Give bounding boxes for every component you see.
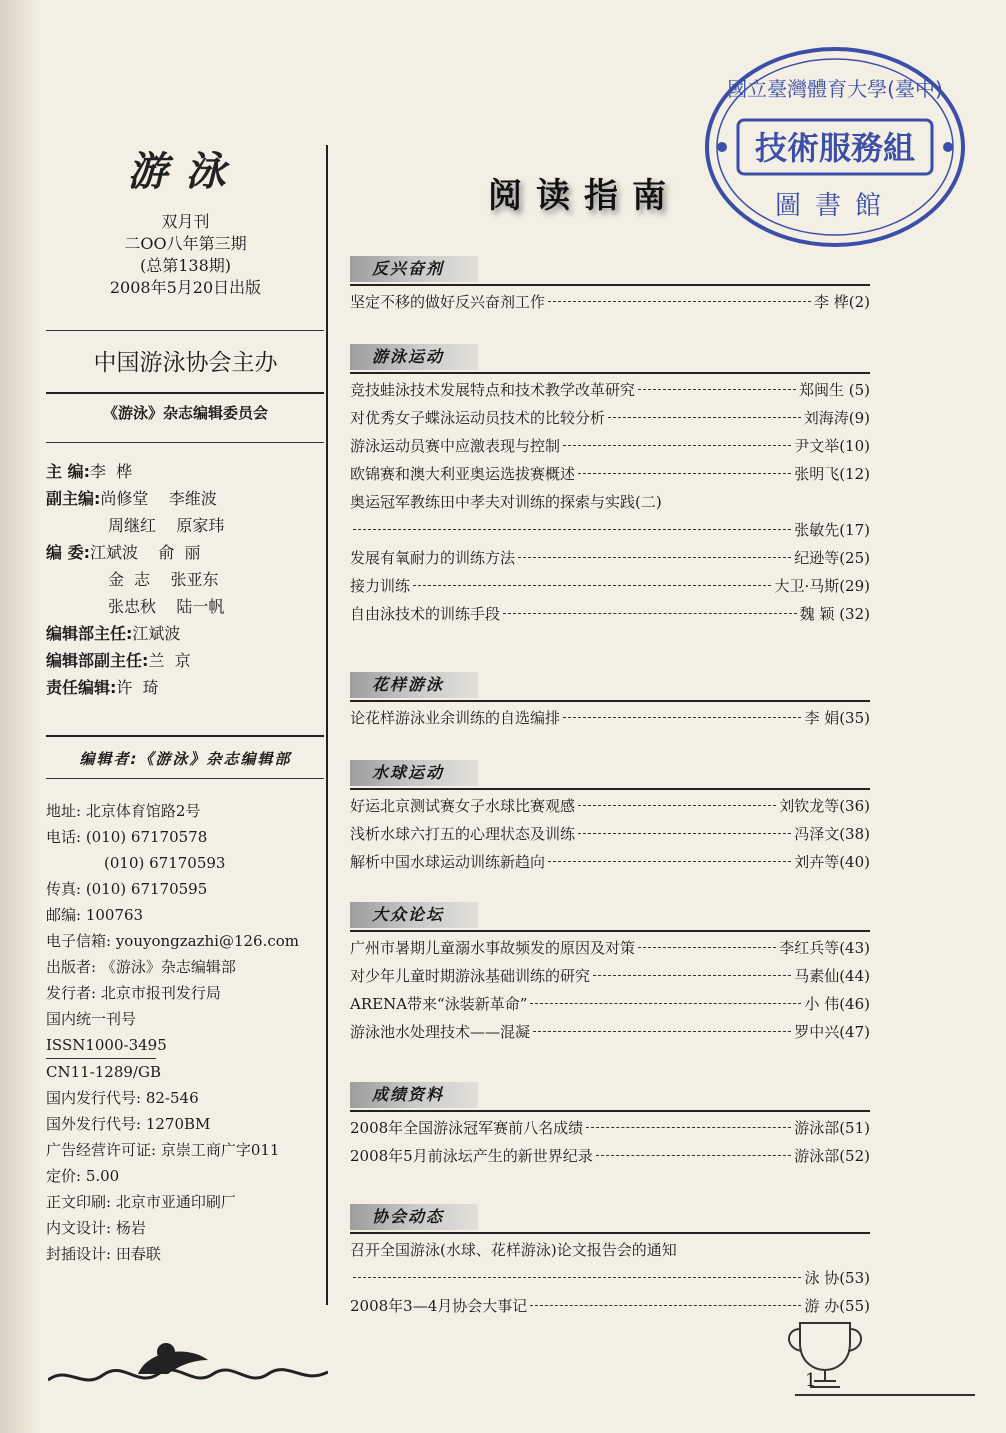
dot-leader xyxy=(530,1003,801,1004)
toc-entry[interactable] xyxy=(350,516,870,544)
editorial-board: 《游泳》杂志编辑委员会 xyxy=(102,404,268,422)
article-author-page: 李红兵等(43) xyxy=(779,939,870,957)
section-header xyxy=(350,902,870,932)
article-title: 游泳运动员赛中应激表现与控制 xyxy=(350,437,561,455)
toc-entry[interactable] xyxy=(350,990,870,1018)
section-header xyxy=(350,672,870,702)
toc-entry[interactable] xyxy=(350,1142,870,1170)
staff-names: 兰 京 xyxy=(148,651,191,670)
dot-leader xyxy=(563,717,801,718)
article-title: 竞技蛙泳技术发展特点和技术教学改革研究 xyxy=(350,381,636,399)
section-header xyxy=(350,1204,870,1234)
contact-line: 地址: 北京体育馆路2号 xyxy=(46,802,201,820)
section-header xyxy=(350,1082,870,1112)
toc-entry[interactable] xyxy=(350,404,870,432)
contact-line: (010) 67170593 xyxy=(104,854,226,872)
article-title: 解析中国水球运动训练新趋向 xyxy=(350,853,546,871)
article-author-page: 尹文举(10) xyxy=(794,437,870,455)
masthead xyxy=(48,140,323,299)
dot-leader xyxy=(638,389,796,390)
section-header xyxy=(350,344,870,374)
section-header xyxy=(350,760,870,790)
dot-leader xyxy=(548,861,791,862)
article-title: 坚定不移的做好反兴奋剂工作 xyxy=(350,293,546,311)
article-title: 广州市暑期儿童溺水事故频发的原因及对策 xyxy=(350,939,636,957)
publish-date: 2008年5月20日出版 xyxy=(109,278,262,297)
issue-number: 二OO八年第三期 xyxy=(124,234,247,253)
contact-line: 国外发行代号: 1270BM xyxy=(46,1115,211,1133)
trophy-icon xyxy=(780,1315,870,1395)
article-author-page: 李 娟(35) xyxy=(804,709,870,727)
article-author-page: 张明飞(12) xyxy=(794,465,870,483)
divider xyxy=(46,735,324,737)
section-header xyxy=(350,256,870,286)
toc-section xyxy=(350,256,870,316)
staff-list xyxy=(46,458,326,701)
contact-line: CN11-1289/GB xyxy=(46,1063,161,1081)
staff-row xyxy=(46,566,326,593)
article-author-page: 魏 颖 (32) xyxy=(799,605,870,623)
staff-role: 副主编: xyxy=(46,489,101,508)
dot-leader xyxy=(638,947,776,948)
article-title: ARENA带来“泳装新革命” xyxy=(350,995,528,1013)
staff-role: 编 委: xyxy=(46,543,90,562)
staff-row xyxy=(46,485,326,512)
contact-line: 国内统一刊号 xyxy=(46,1010,137,1028)
section-name: 花样游泳 xyxy=(350,672,478,698)
staff-row xyxy=(46,620,326,647)
dot-leader xyxy=(548,301,811,302)
article-author-page: 罗中兴(47) xyxy=(794,1023,870,1041)
column-divider xyxy=(326,145,328,1305)
article-author-page: 马素仙(44) xyxy=(794,967,870,985)
stamp-center-text: 技術服務組 xyxy=(754,129,916,167)
section-name: 水球运动 xyxy=(350,760,478,786)
article-title: 奥运冠军教练田中孝夫对训练的探索与实践(二) xyxy=(350,493,662,511)
article-author-page: 张敏先(17) xyxy=(794,521,870,539)
contact-line: 广告经营许可证: 京崇工商广字011 xyxy=(46,1141,280,1159)
toc-entry[interactable] xyxy=(350,544,870,572)
staff-row xyxy=(46,458,326,485)
dot-leader xyxy=(563,445,791,446)
swimmer-wave-decoration xyxy=(48,1330,328,1400)
dot-leader xyxy=(353,529,791,530)
toc-section xyxy=(350,760,870,876)
article-author-page: 小 伟(46) xyxy=(804,995,870,1013)
article-title: 浅析水球六打五的心理状态及训练 xyxy=(350,825,576,843)
article-author-page: 郑闽生 (5) xyxy=(798,381,870,399)
toc-entry[interactable] xyxy=(350,1114,870,1142)
total-issue: (总第138期) xyxy=(139,256,232,275)
frequency: 双月刊 xyxy=(161,212,210,231)
staff-names: 江斌波 xyxy=(132,624,181,643)
article-title: 2008年3—4月协会大事记 xyxy=(350,1297,528,1315)
dot-leader xyxy=(353,1277,801,1278)
contact-line: 出版者: 《游泳》杂志编辑部 xyxy=(46,958,236,976)
dot-leader xyxy=(530,1305,801,1306)
contact-line: 邮编: 100763 xyxy=(46,906,144,924)
staff-role: 编辑部主任: xyxy=(46,624,133,643)
toc-entry[interactable] xyxy=(350,792,870,820)
toc-entry[interactable] xyxy=(350,704,870,732)
section-name: 协会动态 xyxy=(350,1204,478,1230)
staff-names: 许 琦 xyxy=(116,678,159,697)
toc-entry[interactable] xyxy=(350,848,870,876)
toc-entry[interactable] xyxy=(350,432,870,460)
article-author-page: 游泳部(52) xyxy=(794,1147,870,1165)
toc-entry[interactable] xyxy=(350,1018,870,1046)
contact-line: 正文印刷: 北京市亚通印刷厂 xyxy=(46,1193,236,1211)
dot-leader xyxy=(586,1127,791,1128)
article-author-page: 泳 协(53) xyxy=(804,1269,870,1287)
host-organization: 中国游泳协会主办 xyxy=(93,350,278,376)
article-title: 对优秀女子蝶泳运动员技术的比较分析 xyxy=(350,409,606,427)
contact-line: 内文设计: 杨岩 xyxy=(46,1219,146,1237)
magazine-title: 游泳 xyxy=(127,148,244,195)
article-title: 好运北京测试赛女子水球比赛观感 xyxy=(350,797,576,815)
toc-entry[interactable] xyxy=(350,934,870,962)
staff-row xyxy=(46,674,326,701)
article-title: 发展有氧耐力的训练方法 xyxy=(350,549,516,567)
toc-section xyxy=(350,344,870,628)
section-name: 反兴奋剂 xyxy=(350,256,478,282)
toc-entry[interactable] xyxy=(350,376,870,404)
staff-names: 江斌波 俞 丽 xyxy=(89,543,201,562)
staff-row xyxy=(46,593,326,620)
page-edge-shadow xyxy=(0,0,40,1433)
staff-row xyxy=(46,539,326,566)
article-title: 对少年儿童时期游泳基础训练的研究 xyxy=(350,967,591,985)
staff-names: 周继红 原家玮 xyxy=(108,516,225,535)
toc-entry[interactable] xyxy=(350,488,870,516)
article-title: 自由泳技术的训练手段 xyxy=(350,605,501,623)
article-title: 游泳池水处理技术——混凝 xyxy=(350,1023,531,1041)
contact-info xyxy=(46,798,326,1267)
staff-role: 主 编: xyxy=(46,462,90,481)
article-title: 召开全国游泳(水球、花样游泳)论文报告会的通知 xyxy=(350,1241,677,1259)
section-name: 大众论坛 xyxy=(350,902,478,928)
contact-line: 封插设计: 田春联 xyxy=(46,1245,161,1263)
divider xyxy=(46,392,324,394)
stamp-bottom-text: 圖書館 xyxy=(774,191,896,221)
staff-row xyxy=(46,647,326,674)
stamp-outer-text: 國立臺灣體育大學(臺中) xyxy=(727,77,943,101)
dot-leader xyxy=(413,585,771,586)
toc-section xyxy=(350,1082,870,1170)
article-author-page: 冯泽文(38) xyxy=(794,825,870,843)
contact-line: 定价: 5.00 xyxy=(46,1167,120,1185)
article-title: 2008年全国游泳冠军赛前八名成绩 xyxy=(350,1119,584,1137)
dot-leader xyxy=(503,613,797,614)
article-author-page: 纪逊等(25) xyxy=(794,549,870,567)
toc-entry[interactable] xyxy=(350,572,870,600)
toc-entry[interactable] xyxy=(350,820,870,848)
article-title: 欧锦赛和澳大利亚奥运选拔赛概述 xyxy=(350,465,576,483)
toc-entry[interactable] xyxy=(350,962,870,990)
divider xyxy=(46,778,324,779)
dot-leader xyxy=(593,975,791,976)
dot-leader xyxy=(533,1031,791,1032)
article-author-page: 刘海涛(9) xyxy=(803,409,870,427)
footer-rule xyxy=(795,1394,975,1396)
reading-guide-title: 阅读指南 xyxy=(488,176,680,216)
staff-row xyxy=(46,512,326,539)
editor-line: 编辑者:《游泳》杂志编辑部 xyxy=(79,750,292,768)
staff-role: 责任编辑: xyxy=(46,678,117,697)
toc-entry[interactable] xyxy=(350,1264,870,1292)
staff-names: 金 志 张亚东 xyxy=(108,570,219,589)
article-title: 接力训练 xyxy=(350,577,411,595)
staff-names: 尚修堂 李维波 xyxy=(100,489,217,508)
dot-leader xyxy=(518,557,791,558)
contact-line: 电话: (010) 67170578 xyxy=(46,828,208,846)
article-title: 论花样游泳业余训练的自选编排 xyxy=(350,709,561,727)
section-name: 成绩资料 xyxy=(350,1082,478,1108)
article-author-page: 游 办(55) xyxy=(804,1297,870,1315)
toc-section xyxy=(350,1204,870,1320)
article-author-page: 刘钦龙等(36) xyxy=(779,797,870,815)
toc-section xyxy=(350,902,870,1046)
library-stamp xyxy=(700,42,970,252)
toc-entry[interactable] xyxy=(350,600,870,628)
contact-line: 传真: (010) 67170595 xyxy=(46,880,208,898)
toc-entry[interactable] xyxy=(350,1236,870,1264)
dot-leader xyxy=(596,1155,791,1156)
article-author-page: 大卫·马斯(29) xyxy=(774,577,870,595)
divider xyxy=(46,330,324,331)
section-name: 游泳运动 xyxy=(350,344,478,370)
article-author-page: 游泳部(51) xyxy=(794,1119,870,1137)
toc-section xyxy=(350,672,870,732)
contact-line: 国内发行代号: 82-546 xyxy=(46,1089,199,1107)
divider xyxy=(46,442,324,443)
contact-line: 发行者: 北京市报刊发行局 xyxy=(46,984,221,1002)
dot-leader xyxy=(578,805,776,806)
article-title: 2008年5月前泳坛产生的新世界纪录 xyxy=(350,1147,593,1165)
toc-entry[interactable] xyxy=(350,288,870,316)
dot-leader xyxy=(608,417,801,418)
staff-names: 李 桦 xyxy=(89,462,133,481)
toc-entry[interactable] xyxy=(350,460,870,488)
dot-leader xyxy=(578,833,791,834)
staff-role: 编辑部副主任: xyxy=(46,651,149,670)
page-number: 1 xyxy=(805,1370,817,1391)
article-author-page: 李 桦(2) xyxy=(813,293,870,311)
contact-line: 电子信箱: youyongzazhi@126.com xyxy=(46,932,300,950)
article-author-page: 刘卉等(40) xyxy=(794,853,870,871)
dot-leader xyxy=(578,473,791,474)
contact-line: ISSN1000-3495 xyxy=(46,1032,156,1059)
staff-names: 张忠秋 陆一帆 xyxy=(108,597,225,616)
